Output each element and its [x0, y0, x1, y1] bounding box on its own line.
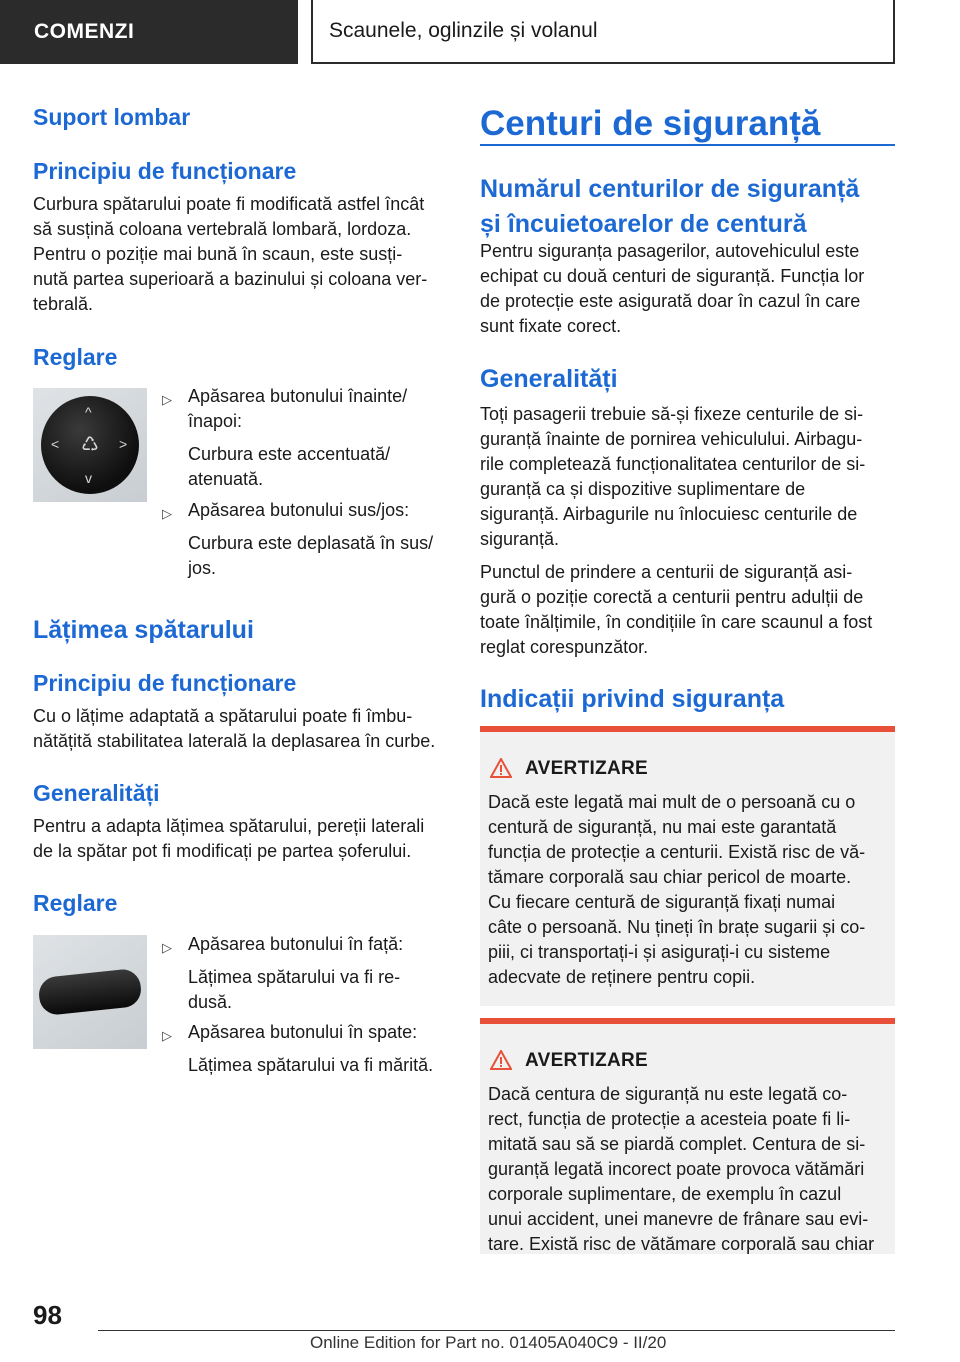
heading-adjust-1: Reglare	[33, 344, 118, 370]
warning-text-2	[488, 1082, 888, 1257]
section-tab[interactable]: COMENZI	[0, 0, 298, 64]
warning-box-1	[480, 726, 895, 1006]
bullet-icon: ▷	[162, 392, 172, 407]
warning-2-line: tare. Există risc de vătămare corporală sau chiar	[488, 1234, 875, 1254]
adjust1-item-1-line-2: înapoi:	[188, 411, 243, 431]
adjust1-item-2	[188, 498, 453, 581]
warning-1-line: tămare corporală sau chiar pericol de moarte.	[488, 867, 852, 887]
adjust1-item-1-result-1: Curbura este accentuată/	[188, 444, 391, 464]
heading-seat-belts: Centuri de siguranță	[480, 104, 821, 143]
number-of-belts-line: Pentru siguranța pasagerilor, autovehiculul este	[480, 241, 860, 261]
warning-2-line: guranță legată incorect poate provoca vătămări	[488, 1159, 865, 1179]
warning-title-2: AVERTIZARE	[525, 1050, 648, 1071]
heading-principle-2: Principiu de funcționare	[33, 670, 297, 696]
general-right-1-line: siguranță. Airbagurile nu înlocuiesc centurile de	[480, 504, 858, 524]
warning-2-line: unui accident, unei manevre de frânare sau evi-	[488, 1209, 869, 1229]
principle-1-line: Pentru o poziție mai bună în scaun, este susți-	[33, 244, 403, 264]
paragraph-general-right-2	[480, 560, 895, 660]
warning-triangle-icon	[490, 1050, 512, 1070]
general-right-1-line: rile completează funcționalitatea centurilor de si-	[480, 454, 866, 474]
adjust2-item-1-result-2: dusă.	[188, 992, 233, 1012]
general-right-2-line: toate înălțimile, în condițiile în care scaunul a fost	[480, 612, 873, 632]
heading-number-of-belts	[480, 172, 895, 242]
lumbar-control-image	[33, 388, 147, 502]
adjust2-item-2-line-1: Apăsarea butonului în spate:	[188, 1022, 418, 1042]
adjust1-item-2-result-2: jos.	[188, 558, 217, 578]
footer-divider	[98, 1330, 895, 1331]
adjust1-item-1	[188, 384, 453, 492]
principle-2-line: Cu o lățime adaptată a spătarului poate fi îmbu-	[33, 706, 413, 726]
warning-2-line: rect, funcția de protecție a acesteia poate fi li-	[488, 1109, 851, 1129]
adjust2-item-1-result-1: Lățimea spătarului va fi re-	[188, 967, 401, 987]
footer-edition: Online Edition for Part no. 01405A040C9 - II/20	[310, 1333, 667, 1352]
warning-title-1: AVERTIZARE	[525, 758, 648, 779]
warning-triangle-icon	[490, 758, 512, 778]
adjust2-item-2-result-1: Lățimea spătarului va fi mărită.	[188, 1055, 434, 1075]
general-right-1-line: Toți pasagerii trebuie să-și fixeze centurile de si-	[480, 404, 864, 424]
principle-1-line: tebrală.	[33, 294, 94, 314]
warning-2-line: mitată sau să se piardă complet. Centura de si-	[488, 1134, 866, 1154]
heading-lumbar-support: Suport lombar	[33, 104, 191, 130]
principle-1-line: Curbura spătarului poate fi modificată astfel încât	[33, 194, 425, 214]
adjust1-item-2-result-1: Curbura este deplasată în sus/	[188, 533, 434, 553]
paragraph-principle-1	[33, 192, 453, 317]
width-control-image	[33, 935, 147, 1049]
warning-1-line: Cu fiecare centură de siguranță fixați numai	[488, 892, 836, 912]
general-right-2-line: reglat corespunzător.	[480, 637, 649, 657]
heading-backrest-width: Lățimea spătarului	[33, 616, 254, 644]
adjust2-item-1	[188, 932, 453, 1015]
heading-number-line-2: și încuietoarelor de centură	[480, 210, 807, 238]
paragraph-number-of-belts	[480, 239, 895, 339]
general-right-2-line: Punctul de prindere a centurii de siguranță asi-	[480, 562, 853, 582]
general-right-1-line: guranță ca și dispozitive suplimentare de	[480, 479, 806, 499]
warning-1-line: funcția de protecție a centurii. Există risc de vă-	[488, 842, 866, 862]
principle-2-line: nătățită stabilitatea laterală la deplasarea în curbe.	[33, 731, 436, 751]
general-right-1-line: siguranță.	[480, 529, 560, 549]
heading-number-line-1: Numărul centurilor de siguranță	[480, 175, 860, 203]
adjust1-item-2-line-1: Apăsarea butonului sus/jos:	[188, 500, 410, 520]
general-right-2-line: gură o poziție corectă a centurii pentru adulții de	[480, 587, 864, 607]
general-left-line: Pentru a adapta lățimea spătarului, pereții laterali	[33, 816, 425, 836]
paragraph-general-left	[33, 814, 453, 864]
heading-safety-notes: Indicații privind siguranța	[480, 685, 785, 713]
chapter-title: Scaunele, oglinzile și volanul	[311, 0, 895, 64]
warning-1-line: câte o persoană. Nu țineți în brațe sugarii și co-	[488, 917, 866, 937]
warning-2-line: corporale suplimentare, de exemplu în cazul	[488, 1184, 842, 1204]
warning-1-line: centură de siguranță, nu mai este garantată	[488, 817, 837, 837]
page-header	[0, 0, 960, 66]
number-of-belts-line: de protecție este asigurată doar în cazul în care	[480, 291, 861, 311]
adjust2-item-2	[188, 1020, 453, 1078]
warning-1-line: Dacă este legată mai mult de o persoană cu o	[488, 792, 856, 812]
warning-text-1	[488, 790, 888, 990]
heading-principle-1: Principiu de funcționare	[33, 158, 297, 184]
heading-general-left: Generalități	[33, 780, 160, 806]
number-of-belts-line: sunt fixate corect.	[480, 316, 622, 336]
bullet-icon: ▷	[162, 940, 172, 955]
principle-1-line: nută partea superioară a bazinului și coloana ver-	[33, 269, 428, 289]
paragraph-general-right-1	[480, 402, 895, 552]
lumbar-knob-icon: ^ < > v ♺	[41, 396, 139, 494]
warning-1-line: adecvate de reținere pentru copii.	[488, 967, 756, 987]
warning-2-line: Dacă centura de siguranță nu este legată co-	[488, 1084, 848, 1104]
adjust1-item-1-result-2: atenuată.	[188, 469, 264, 489]
warning-1-line: piii, ci transportați-i și asigurați-i cu sisteme	[488, 942, 831, 962]
general-left-line: de la spătar pot fi modificați pe partea șoferului.	[33, 841, 412, 861]
width-button-icon	[37, 968, 142, 1016]
heading-underline	[480, 144, 895, 146]
number-of-belts-line: echipat cu două centuri de siguranță. Funcția lor	[480, 266, 865, 286]
bullet-icon: ▷	[162, 506, 172, 521]
heading-adjust-2: Reglare	[33, 890, 118, 916]
adjust1-item-1-line-1: Apăsarea butonului înainte/	[188, 386, 408, 406]
bullet-icon: ▷	[162, 1028, 172, 1043]
heading-general-right: Generalități	[480, 365, 618, 393]
warning-box-2	[480, 1018, 895, 1254]
principle-1-line: să susțină coloana vertebrală lombară, lordoza.	[33, 219, 412, 239]
adjust2-item-1-line-1: Apăsarea butonului în față:	[188, 934, 404, 954]
page-number: 98	[33, 1300, 62, 1330]
general-right-1-line: guranță înainte de pornirea vehiculului. Airbagu-	[480, 429, 863, 449]
paragraph-principle-2	[33, 704, 453, 754]
